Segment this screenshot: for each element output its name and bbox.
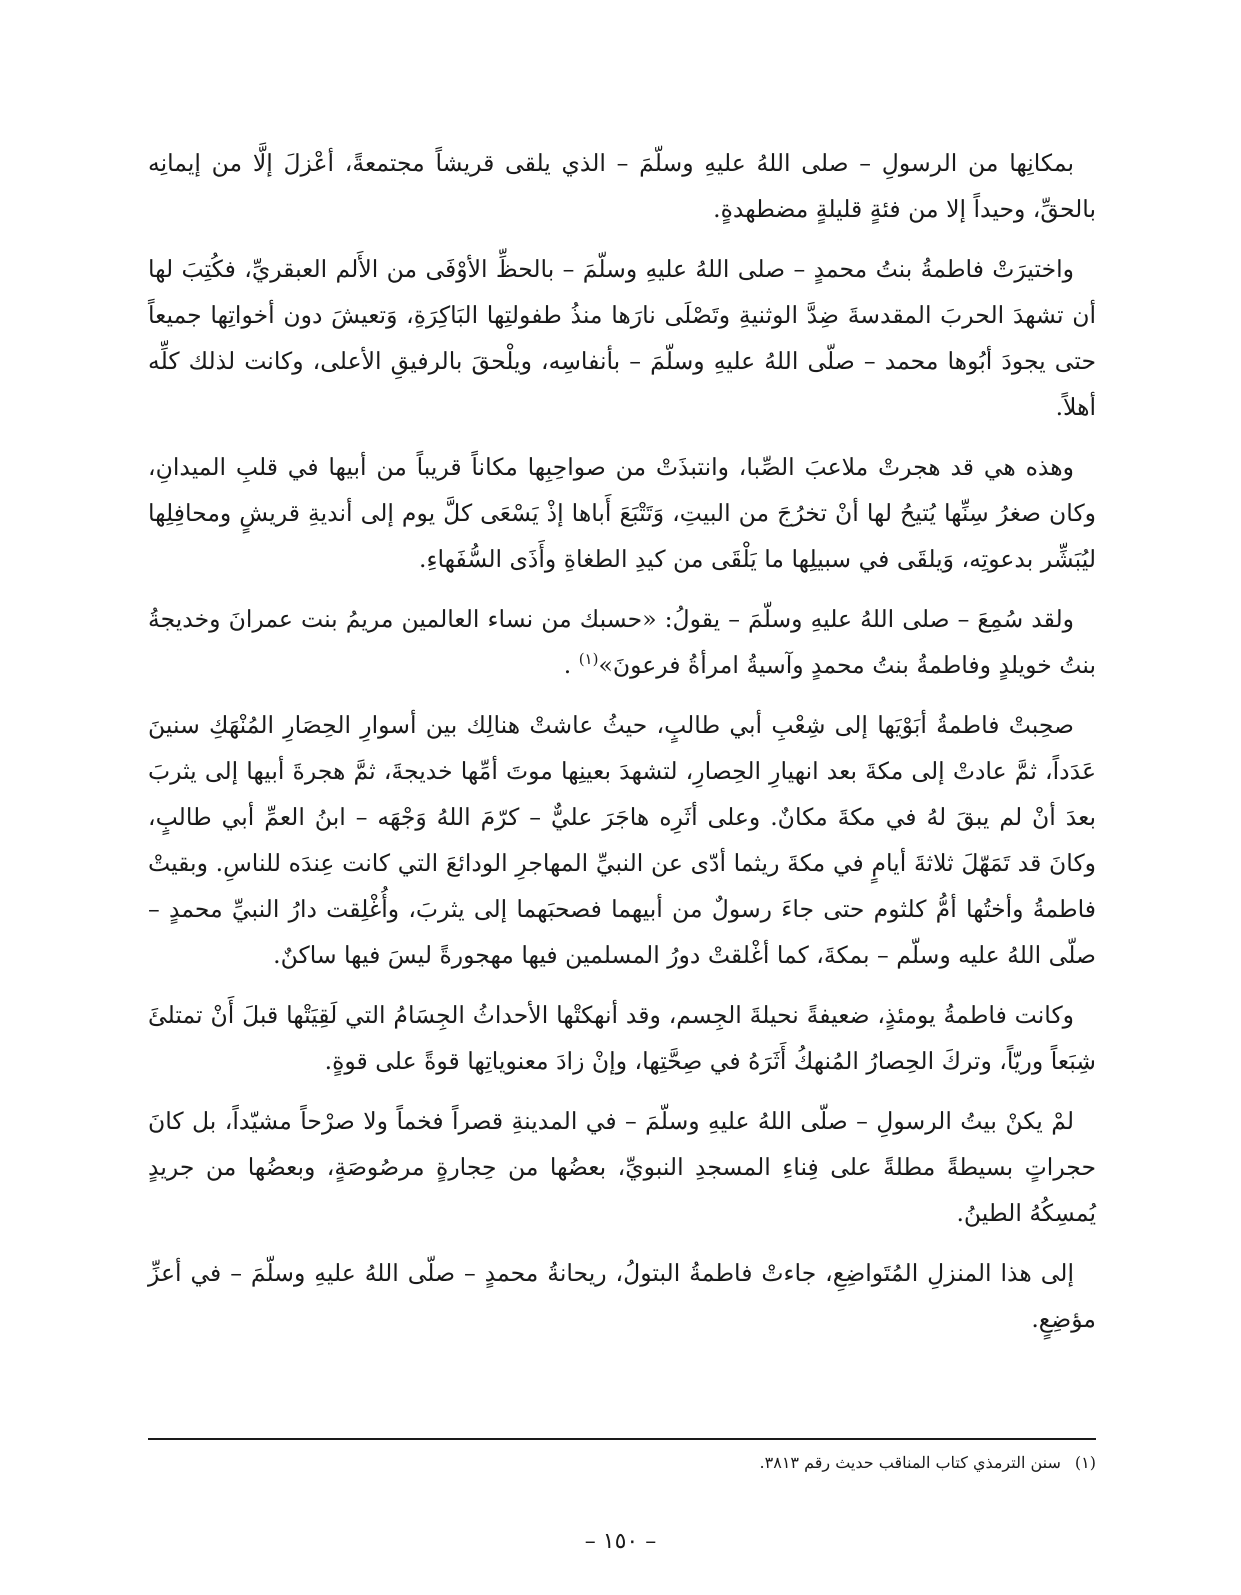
paragraph-2: واختيرَتْ فاطمةُ بنتُ محمدٍ – صلى اللهُ عليهِ وسلّمَ – بالحظِّ الأوْفَى من الأَلم العبقريِّ، فكُتِبَ لها أن تشهدَ الحربَ المقدسةَ ضِدَّ الوثنيةِ وتَصْلَى نارَها منذُ طفولتِها البَاكِرَةِ، وَتعيشَ دون أخواتِها جميعاً حتى يجودَ أبُوها محمد – صلّى اللهُ عليهِ وسلّمَ – بأنفاسِه، ويلْحقَ بالرفيقِ الأعلى، وكانت لذلك كلِّه أهلاً. bbox=[148, 255, 1096, 421]
page-number: – ١٥٠ – bbox=[584, 1529, 657, 1554]
paragraph-3: وهذه هي قد هجرتْ ملاعبَ الصِّبا، وانتبذَتْ من صواحِبِها مكاناً قريباً من أبيها في قلبِ الميدانِ، وكان صغرُ سِنِّها يُتيحُ لها أنْ تخرُجَ من البيتِ، وَتَتْبَعَ أَباها إذْ يَسْعَى كلَّ يوم إلى أنديةِ قريشٍ ومحافِلِها ليُبَشِّر بدعوتِه، وَيلقَى في سبيلِها ما يَلْقَى من كيدِ الطغاةِ وأَذَى السُّفَهاءِ. bbox=[148, 453, 1096, 573]
paragraph-8: إلى هذا المنزلِ المُتَواضِعِ، جاءتْ فاطمةُ البتولُ، ريحانةُ محمدٍ – صلّى اللهُ عليهِ وسلّمَ – في أعزِّ مؤضِعٍ. bbox=[148, 1259, 1096, 1333]
paragraph-7: لمْ يكنْ بيتُ الرسولِ – صلّى اللهُ عليهِ وسلّمَ – في المدينةِ قصراً فخماً ولا صرْحاً مشيّداً، بل كانَ حجراتٍ بسيطةً مطلةً على فِناءِ المسجدِ النبويِّ، بعضُها من حِجارةٍ مرصُوصَةٍ، وبعضُها من جريدٍ يُمسِكُهُ الطينُ. bbox=[148, 1107, 1096, 1227]
footnote-marker: (١) bbox=[578, 650, 599, 669]
paragraph-1: بمكانِها من الرسولِ – صلى اللهُ عليهِ وسلّمَ – الذي يلقى قريشاً مجتمعةً، أعْزلَ إلَّا من إيمانِه بالحقِّ، وحيداً إلا من فئةٍ قليلةٍ مضطهدةٍ. bbox=[148, 149, 1096, 223]
footnote-separator bbox=[148, 1438, 1096, 1440]
paragraph-5: صحِبتْ فاطمةُ أبَوْيَها إلى شِعْبِ أبي طالبٍ، حيثُ عاشتْ هنالِك بين أسوارِ الحِصَارِ المُنْهَكِ سنينَ عَدَداً، ثمَّ عادتْ إلى مكةَ بعد انهيارِ الحِصارِ، لتشهدَ بعينِها موتَ أمِّها خديجةَ، ثمَّ هجرةَ أبيها إلى يثربَ بعدَ أنْ لم يبقَ لهُ في مكةَ مكانٌ. وعلى أثَرِه هاجَرَ عليٌّ – كرّمَ اللهُ وَجْهَه – ابنُ العمِّ أبي طالبٍ، وكانَ قد تَمَهّلَ ثلاثةَ أيامٍ في مكةَ ريثما أدّى عن النبيِّ المهاجرِ الودائعَ التي كانت عِندَه للناسِ. وبقيتْ فاطمةُ وأختُها أمُّ كلثوم حتى جاءَ رسولٌ من أبيهما فصحبَهما إلى يثربَ، وأُغْلِقت دارُ النبيِّ محمدٍ – صلّى اللهُ عليه وسلّم – بمكةَ، كما أغْلقتْ دورُ المسلمين فيها مهجورةً ليسَ فيها ساكنٌ. bbox=[148, 711, 1096, 969]
footnote bbox=[148, 1450, 1096, 1476]
paragraph-4-text: ولقد سُمِعَ – صلى اللهُ عليهِ وسلّمَ – يقولُ: «حسبك من نساء العالمين مريمُ بنت عمرانَ وخديجةُ بنتُ خويلدٍ وفاطمةُ بنتُ محمدٍ وآسيةُ امرأةُ فرعونَ» bbox=[148, 605, 1096, 679]
paragraph-6: وكانت فاطمةُ يومئذٍ، ضعيفةً نحيلةَ الجِسم، وقد أنهكتْها الأحداثُ الجِسَامُ التي لَقِيَتْها قبلَ أَنْ تمتلئَ شِبَعاً وريّاً، وتركَ الحِصارُ المُنهكُ أَثَرَهُ في صِحَّتِها، وإنْ زادَ معنوياتِها قوةً على قوةٍ. bbox=[148, 1001, 1096, 1075]
footnote-number: (١) bbox=[1074, 1453, 1096, 1472]
main-text bbox=[148, 140, 1096, 1356]
footnote-text: سنن الترمذي كتاب المناقب حديث رقم ٣٨١٣. bbox=[759, 1453, 1061, 1472]
paragraph-4 bbox=[148, 596, 1096, 688]
paragraph-4-ending: . bbox=[563, 651, 579, 679]
